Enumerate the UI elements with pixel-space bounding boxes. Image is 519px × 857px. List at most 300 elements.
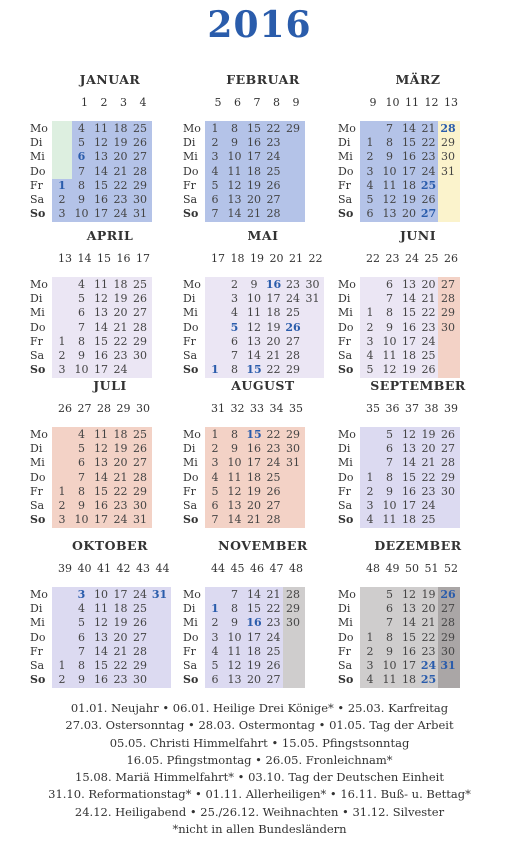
day-cell: 16 <box>247 136 261 150</box>
day-cell: 7 <box>386 292 393 306</box>
week-number: 20 <box>269 252 284 265</box>
day-cell: 24 <box>421 164 436 178</box>
week-number: 40 <box>77 562 92 575</box>
day-cell: 11 <box>227 470 242 484</box>
week-number: 7 <box>253 96 261 109</box>
weekday-label: Di <box>338 442 351 456</box>
day-cell: 4 <box>78 122 85 135</box>
day-cell: 6 <box>78 456 85 470</box>
day-cell: 27 <box>133 150 147 164</box>
week-number: 48 <box>289 562 303 575</box>
day-cell: 20 <box>113 456 128 470</box>
day-cell: 28 <box>286 349 300 362</box>
day-cell: 12 <box>402 428 416 441</box>
day-cell: 30 <box>441 150 455 164</box>
day-cell: 3 <box>211 150 219 164</box>
day-cell: 3 <box>58 513 66 527</box>
day-cell: 1 <box>211 602 219 616</box>
footer-line: 27.03. Ostersonntag • 28.03. Ostermontag • 01.05. Tag der Arbeit <box>65 718 454 733</box>
weekday-label: Do <box>30 630 46 644</box>
day-cell: 4 <box>231 306 238 320</box>
day-cell: 8 <box>78 178 85 192</box>
week-number: 22 <box>308 252 323 265</box>
day-cell: 12 <box>382 363 397 377</box>
day-cell: 3 <box>366 334 374 348</box>
day-cell: 18 <box>266 306 281 320</box>
day-cell: 11 <box>382 513 397 527</box>
day-cell: 27 <box>133 306 147 320</box>
week-number: 51 <box>424 562 439 575</box>
weekday-label: Do <box>183 470 199 484</box>
day-cell: 13 <box>402 602 416 616</box>
day-cell: 27 <box>420 207 437 221</box>
day-cell: 1 <box>211 363 219 377</box>
weekday-label: Mo <box>30 278 48 291</box>
day-cell: 17 <box>266 292 281 306</box>
weekday-label: Di <box>183 136 196 150</box>
day-cell: 13 <box>247 334 261 348</box>
day-cell: 2 <box>211 616 219 630</box>
week-number: 32 <box>230 402 245 415</box>
day-cell: 24 <box>420 659 437 672</box>
day-cell: 5 <box>366 193 374 206</box>
day-cell: 27 <box>133 630 147 644</box>
day-cell: 26 <box>441 428 455 441</box>
weekday-label: Do <box>338 164 354 178</box>
day-cell: 23 <box>286 278 300 291</box>
day-cell: 14 <box>402 292 416 306</box>
month-name: OKTOBER <box>72 538 148 553</box>
day-cell: 15 <box>247 602 261 616</box>
day-cell: 3 <box>366 164 374 178</box>
day-cell: 10 <box>247 292 261 306</box>
weekday-label: Fr <box>183 178 196 192</box>
month-panel <box>183 588 307 688</box>
day-cell: 12 <box>227 178 242 192</box>
day-cell: 20 <box>113 306 128 320</box>
weekday-label: Mo <box>338 122 356 135</box>
weekday-label: Di <box>183 292 196 306</box>
day-cell: 6 <box>386 602 393 616</box>
month-panel <box>183 122 307 222</box>
day-cell: 9 <box>231 136 238 150</box>
day-cell: 19 <box>402 193 416 206</box>
week-number: 47 <box>269 562 284 575</box>
day-cell: 14 <box>227 207 242 221</box>
weekday-label: Do <box>338 470 354 484</box>
day-cell: 7 <box>211 513 219 527</box>
day-cell: 20 <box>421 278 436 291</box>
day-cell: 13 <box>94 630 108 644</box>
day-cell: 9 <box>231 442 238 456</box>
week-number: 2 <box>100 96 108 109</box>
month-panel <box>30 588 173 688</box>
day-cell: 25 <box>133 122 147 135</box>
month-juli <box>30 378 190 530</box>
weekday-label: Mo <box>183 428 201 441</box>
day-cell: 10 <box>382 164 397 178</box>
weekday-label: Di <box>30 136 43 150</box>
weekday-label: Mi <box>30 306 45 320</box>
day-cell: 21 <box>266 349 281 362</box>
weekday-label: Sa <box>30 659 45 672</box>
weekday-label: Fr <box>30 334 43 348</box>
month-name: APRIL <box>86 228 134 243</box>
day-cell: 10 <box>227 150 242 164</box>
day-cell: 24 <box>113 363 128 377</box>
weekday-label: Do <box>30 320 46 334</box>
day-cell: 4 <box>78 428 85 441</box>
day-cell: 28 <box>133 644 147 658</box>
day-cell: 29 <box>286 428 300 441</box>
day-cell: 30 <box>133 349 147 362</box>
weekday-label: Mi <box>30 616 45 630</box>
day-cell: 7 <box>231 349 238 362</box>
day-cell: 16 <box>246 616 262 630</box>
week-number: 9 <box>292 96 300 109</box>
day-cell: 26 <box>421 193 436 206</box>
weekday-label: Mo <box>338 588 356 601</box>
day-cell: 16 <box>94 349 108 362</box>
day-cell: 11 <box>227 644 242 658</box>
month-juni <box>338 228 498 380</box>
day-cell: 4 <box>211 470 219 484</box>
day-cell: 11 <box>382 178 397 192</box>
month-name: NOVEMBER <box>218 538 308 553</box>
day-cell: 10 <box>382 659 397 672</box>
day-cell: 12 <box>94 136 108 150</box>
day-cell: 2 <box>231 278 238 291</box>
day-cell: 21 <box>421 292 436 306</box>
day-cell: 30 <box>305 278 320 291</box>
day-cell: 19 <box>247 484 261 498</box>
day-cell: 13 <box>382 207 397 221</box>
week-number: 49 <box>385 562 400 575</box>
week-number: 14 <box>77 252 92 265</box>
weekday-label: So <box>338 207 354 221</box>
day-cell: 16 <box>265 278 282 291</box>
day-cell: 25 <box>420 673 437 687</box>
day-cell: 12 <box>247 320 261 334</box>
day-cell: 27 <box>266 193 281 206</box>
footer-line: 15.08. Mariä Himmelfahrt* • 03.10. Tag der Deutschen Einheit <box>75 770 444 785</box>
day-cell: 29 <box>133 659 147 672</box>
week-number: 27 <box>77 402 92 415</box>
week-number: 8 <box>273 96 280 109</box>
day-cell: 18 <box>247 644 261 658</box>
day-cell: 7 <box>78 644 85 658</box>
day-cell: 30 <box>441 484 455 498</box>
weekday-label: Di <box>338 602 351 616</box>
month-name: JANUAR <box>79 72 141 87</box>
weekday-label: Sa <box>338 659 353 672</box>
day-cell: 14 <box>94 644 108 658</box>
day-cell: 30 <box>133 673 147 687</box>
day-cell: 13 <box>94 456 108 470</box>
day-cell: 20 <box>247 193 261 206</box>
day-cell: 12 <box>94 292 108 306</box>
day-cell: 2 <box>366 644 374 658</box>
weekday-label: So <box>30 363 46 377</box>
weekday-label: So <box>338 673 354 687</box>
week-number: 9 <box>369 96 377 109</box>
day-cell: 22 <box>421 630 436 644</box>
day-cell: 7 <box>78 470 85 484</box>
weekday-label: Fr <box>338 334 351 348</box>
week-number: 17 <box>211 252 225 265</box>
weekday-label: Di <box>183 442 196 456</box>
day-cell: 29 <box>133 484 147 498</box>
week-number: 3 <box>120 96 127 109</box>
day-cell: 13 <box>402 278 416 291</box>
day-cell: 24 <box>421 499 436 512</box>
day-cell: 16 <box>402 320 416 334</box>
day-cell: 28 <box>133 470 147 484</box>
day-cell: 4 <box>78 278 85 291</box>
day-cell: 14 <box>94 320 108 334</box>
month-panel <box>338 122 462 222</box>
day-cell: 6 <box>211 673 219 687</box>
day-cell: 21 <box>113 164 128 178</box>
week-number: 41 <box>97 562 111 575</box>
day-cell: 21 <box>266 588 281 601</box>
day-cell: 6 <box>231 334 238 348</box>
day-cell: 16 <box>402 150 416 164</box>
day-cell: 26 <box>266 659 281 672</box>
month-panel <box>183 428 307 528</box>
day-cell: 28 <box>286 588 300 601</box>
day-cell: 12 <box>94 442 108 456</box>
day-cell: 13 <box>402 442 416 456</box>
day-cell: 17 <box>247 456 261 470</box>
month-name: DEZEMBER <box>374 538 462 553</box>
week-number: 11 <box>405 96 419 109</box>
day-cell: 8 <box>386 136 393 150</box>
week-number: 45 <box>230 562 245 575</box>
day-cell: 6 <box>386 442 393 456</box>
weekday-label: Sa <box>30 349 45 362</box>
day-cell: 3 <box>211 630 219 644</box>
day-cell: 17 <box>247 150 261 164</box>
week-number: 38 <box>424 402 439 415</box>
day-cell: 29 <box>133 334 147 348</box>
day-cell: 29 <box>286 363 300 377</box>
weekday-label: Fr <box>338 644 351 658</box>
day-cell: 17 <box>402 499 416 512</box>
day-cell: 7 <box>211 207 219 221</box>
day-cell: 14 <box>247 349 261 362</box>
week-number: 26 <box>444 252 458 265</box>
month-märz <box>338 72 498 224</box>
weekday-label: Fr <box>30 644 43 658</box>
week-number: 22 <box>366 252 380 265</box>
day-cell: 13 <box>227 193 242 206</box>
day-cell: 5 <box>366 363 374 377</box>
weekday-label: Mo <box>183 278 201 291</box>
day-cell: 2 <box>366 150 374 164</box>
day-cell: 23 <box>266 442 281 456</box>
day-cell: 26 <box>133 442 147 456</box>
week-number: 30 <box>136 402 150 415</box>
day-cell: 11 <box>94 122 108 135</box>
day-cell: 26 <box>421 363 436 377</box>
day-cell: 11 <box>227 164 242 178</box>
day-cell: 16 <box>94 193 108 206</box>
weekday-label: So <box>183 673 199 687</box>
day-cell: 1 <box>211 122 219 135</box>
month-dezember <box>338 538 498 690</box>
day-cell: 14 <box>402 616 416 630</box>
day-cell: 26 <box>285 320 301 334</box>
day-cell: 24 <box>113 207 128 221</box>
day-cell: 29 <box>286 602 300 616</box>
day-cell: 17 <box>94 513 108 527</box>
day-cell: 22 <box>266 122 281 135</box>
weekday-label: Fr <box>30 178 43 192</box>
week-number: 33 <box>250 402 264 415</box>
day-cell: 3 <box>58 207 66 221</box>
day-cell: 24 <box>133 588 147 601</box>
weekday-label: Sa <box>338 499 353 512</box>
week-number: 5 <box>214 96 222 109</box>
day-cell: 30 <box>133 499 147 512</box>
day-cell: 1 <box>366 470 374 484</box>
weekday-label: Sa <box>183 193 198 206</box>
day-cell: 9 <box>78 193 85 206</box>
week-number: 12 <box>424 96 439 109</box>
day-cell: 7 <box>386 122 393 135</box>
weekday-label: Sa <box>183 659 198 672</box>
day-cell: 25 <box>421 513 436 527</box>
month-name: JULI <box>93 378 127 393</box>
day-cell: 21 <box>247 207 261 221</box>
day-cell: 15 <box>247 122 261 135</box>
weekday-label: Di <box>30 292 43 306</box>
week-number: 23 <box>385 252 400 265</box>
month-oktober <box>30 538 190 690</box>
footer-line: 16.05. Pfingstmontag • 26.05. Fronleichnam* <box>126 752 393 767</box>
day-cell: 8 <box>386 470 393 484</box>
footer-line: *nicht in allen Bundesländern <box>172 822 347 837</box>
day-cell: 28 <box>441 292 455 306</box>
day-cell: 21 <box>113 320 128 334</box>
weekday-label: Sa <box>183 499 198 512</box>
week-number: 16 <box>116 252 131 265</box>
day-cell: 24 <box>113 513 128 527</box>
day-cell: 31 <box>133 207 147 221</box>
day-cell: 2 <box>58 673 66 687</box>
weekday-label: Mo <box>30 428 48 441</box>
day-cell: 29 <box>441 630 455 644</box>
week-number: 39 <box>444 402 458 415</box>
day-cell: 9 <box>386 320 393 334</box>
day-cell: 19 <box>402 363 416 377</box>
day-cell: 10 <box>382 499 397 512</box>
day-cell: 18 <box>113 278 128 291</box>
day-cell: 20 <box>113 150 128 164</box>
day-cell: 2 <box>58 193 66 206</box>
day-cell: 31 <box>440 659 456 672</box>
day-cell: 28 <box>440 122 456 135</box>
day-cell: 29 <box>133 178 147 192</box>
day-cell: 31 <box>305 292 320 306</box>
day-cell: 16 <box>94 673 108 687</box>
weekday-label: Do <box>183 164 199 178</box>
weekday-label: Fr <box>30 484 43 498</box>
day-cell: 27 <box>266 499 281 512</box>
day-cell: 23 <box>113 349 128 362</box>
day-cell: 1 <box>58 484 66 498</box>
day-cell: 17 <box>247 630 261 644</box>
week-number: 13 <box>58 252 72 265</box>
day-cell: 22 <box>266 363 281 377</box>
day-cell: 28 <box>133 320 147 334</box>
day-cell: 19 <box>113 442 128 456</box>
day-cell: 15 <box>94 178 108 192</box>
day-cell: 1 <box>366 306 374 320</box>
day-cell: 23 <box>113 193 128 206</box>
weekday-label: Mi <box>183 150 198 164</box>
month-november <box>183 538 343 690</box>
day-cell: 27 <box>133 456 147 470</box>
day-cell: 3 <box>58 363 66 377</box>
day-cell: 10 <box>74 363 89 377</box>
month-panel <box>338 588 462 688</box>
day-cell: 11 <box>247 306 261 320</box>
day-cell: 15 <box>94 334 108 348</box>
day-cell: 10 <box>74 207 89 221</box>
day-cell: 8 <box>78 484 85 498</box>
day-cell: 27 <box>441 442 455 456</box>
month-name: SEPTEMBER <box>370 378 466 393</box>
day-cell: 12 <box>227 484 242 498</box>
day-cell: 5 <box>211 178 219 192</box>
month-name: MAI <box>247 228 279 243</box>
day-cell: 2 <box>366 320 374 334</box>
weekday-label: Di <box>183 602 196 616</box>
day-cell: 10 <box>227 630 242 644</box>
day-cell: 7 <box>78 164 85 178</box>
day-cell: 3 <box>211 456 219 470</box>
day-cell: 23 <box>421 150 436 164</box>
weekday-label: Mo <box>338 278 356 291</box>
day-cell: 12 <box>227 659 242 672</box>
month-panel <box>30 122 154 222</box>
day-cell: 23 <box>113 499 128 512</box>
day-cell: 27 <box>441 278 455 291</box>
day-cell: 8 <box>78 334 85 348</box>
day-cell: 20 <box>247 673 261 687</box>
day-cell: 28 <box>266 207 281 221</box>
week-number: 24 <box>405 252 419 265</box>
day-cell: 6 <box>77 150 86 164</box>
day-cell: 13 <box>94 306 108 320</box>
day-cell: 4 <box>211 644 219 658</box>
day-cell: 26 <box>440 588 456 601</box>
day-cell: 5 <box>386 428 393 441</box>
day-cell: 28 <box>133 164 147 178</box>
week-number: 13 <box>444 96 458 109</box>
week-number: 18 <box>230 252 245 265</box>
day-cell: 15 <box>402 306 416 320</box>
day-cell: 4 <box>366 178 374 192</box>
day-cell: 11 <box>94 278 108 291</box>
day-cell: 22 <box>421 306 436 320</box>
weekday-label: Do <box>338 320 354 334</box>
day-cell: 8 <box>386 306 393 320</box>
weekday-label: Mo <box>183 122 201 135</box>
day-cell: 9 <box>78 499 85 512</box>
